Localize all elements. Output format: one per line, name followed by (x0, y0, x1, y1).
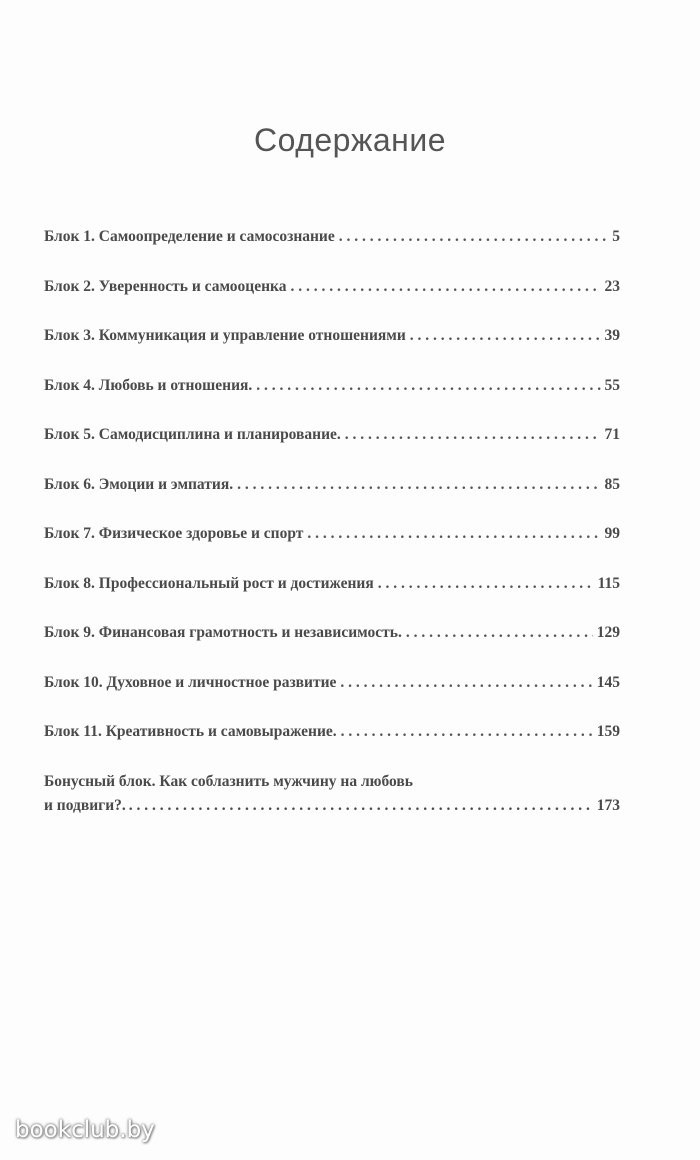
toc-entry-11[interactable] (44, 723, 620, 773)
toc-entry-6[interactable] (44, 476, 620, 526)
toc-entry-page: 55 (604, 376, 620, 394)
toc-entry-page: 5 (612, 228, 620, 245)
toc-entry-page: 145 (596, 673, 620, 691)
bonus-page: 173 (596, 796, 620, 814)
dot-leader (339, 228, 609, 246)
toc-entry-page: 85 (604, 475, 620, 493)
page-title: Содержание (253, 122, 446, 158)
toc-entry-label: Блок 6. Эмоции и эмпатия. (44, 475, 234, 493)
toc-entry-7[interactable] (44, 525, 620, 575)
table-of-contents (44, 228, 620, 815)
toc-entry-page: 23 (604, 277, 620, 295)
dot-leader (410, 327, 601, 345)
toc-entry-label: Блок 1. Самоопределение и самосознание (44, 228, 335, 245)
toc-entry-page: 159 (596, 723, 620, 740)
toc-entry-4[interactable] (44, 377, 620, 427)
toc-entry-label: Блок 10. Духовное и личностное развитие (44, 673, 337, 691)
dot-leader (345, 426, 601, 444)
dot-leader (129, 797, 594, 815)
toc-entry-page: 115 (597, 574, 620, 592)
toc-entry-label: Блок 8. Профессиональный рост и достижения (44, 574, 374, 592)
toc-entry-page: 71 (604, 426, 620, 443)
toc-entry-label: Блок 4. Любовь и отношения. (44, 376, 253, 394)
watermark-logo: bookclub.by (15, 1117, 155, 1143)
toc-entry-9[interactable] (44, 624, 620, 674)
toc-entry-label: Блок 11. Креативность и самовыражение. (44, 723, 337, 740)
dot-leader (378, 575, 594, 593)
toc-entry-label: Блок 7. Физическое здоровье и спорт (44, 525, 304, 542)
dot-leader (291, 278, 601, 296)
bonus-label-line1: Бонусный блок. Как соблазнить мужчину на любовь (44, 772, 413, 790)
dot-leader (340, 674, 592, 692)
bonus-label-line2: и подвиги?. (44, 796, 126, 814)
dot-leader (256, 377, 600, 395)
toc-entry-8[interactable] (44, 575, 620, 625)
toc-entry-page: 39 (604, 327, 620, 344)
dot-leader (307, 525, 600, 543)
toc-entry-page: 99 (604, 525, 620, 542)
toc-entry-label: Блок 9. Финансовая грамотность и независимость. (44, 624, 402, 641)
toc-entry-5[interactable] (44, 426, 620, 476)
toc-entry-label: Блок 2. Уверенность и самооценка (44, 277, 287, 295)
toc-entry-page: 129 (596, 624, 620, 641)
toc-entry-1[interactable] (44, 228, 620, 278)
toc-entry-2[interactable] (44, 278, 620, 328)
toc-entry-label: Блок 3. Коммуникация и управление отношениями (44, 327, 406, 344)
dot-leader (341, 723, 593, 741)
dot-leader (406, 624, 593, 642)
toc-entry-10[interactable] (44, 674, 620, 724)
toc-entry-bonus[interactable] (44, 773, 620, 815)
toc-entry-3[interactable] (44, 327, 620, 377)
dot-leader (237, 476, 600, 494)
toc-entry-label: Блок 5. Самодисциплина и планирование. (44, 426, 341, 443)
